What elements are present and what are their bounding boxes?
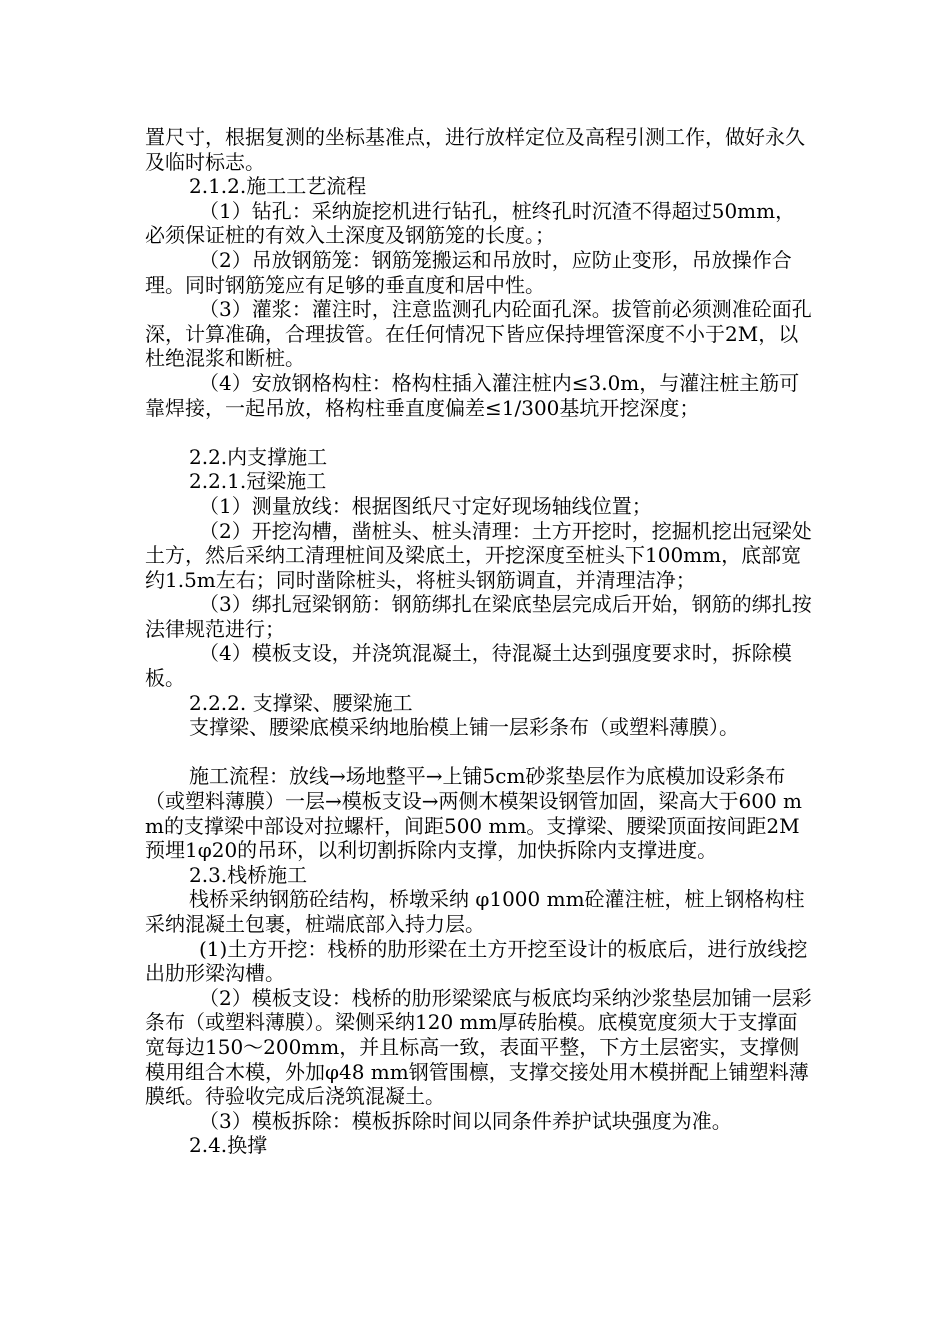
heading-2-2: 2.2.内支撑施工 <box>189 444 328 469</box>
paragraph-lattice-column: （4）安放钢格构柱：格构柱插入灌注桩内≤3.0m，与灌注桩主筋可靠焊接，一起吊放，格构柱垂直度偏差≤1/300基坑开挖深度； <box>145 370 800 420</box>
paragraph-cage-hoisting: （2）吊放钢筋笼：钢筋笼搬运和吊放时，应防止变形，吊放操作合理。同时钢筋笼应有足够的垂直度和居中性。 <box>145 247 792 297</box>
heading-2-3: 2.3.栈桥施工 <box>189 862 308 887</box>
paragraph-excavation: (1)土方开挖：栈桥的肋形梁在土方开挖至设计的板底后，进行放线挖出肋形梁沟槽。 <box>145 936 808 986</box>
paragraph-trestle-structure: 栈桥采纳钢筋砼结构，桥墩采纳 φ1000 mm砼灌注桩，桩上钢格构柱采纳混凝土包裹，桩端底部入持力层。 <box>145 887 805 936</box>
paragraph-formwork-pour: （4）模板支设，并浇筑混凝土，待混凝土达到强度要求时，拆除模板。 <box>145 641 792 691</box>
paragraph-grouting: （3）灌浆：灌注时，注意监测孔内砼面孔深。拔管前必须测准砼面孔深，计算准确，合理拔管。在任何情况下皆应保持埋管深度不小于2M，以杜绝混浆和断桩。 <box>145 297 812 371</box>
heading-2-2-1: 2.2.1.冠梁施工 <box>189 469 327 494</box>
heading-2-4: 2.4.换撑 <box>189 1133 268 1158</box>
heading-2-1-2: 2.1.2.施工工艺流程 <box>189 174 367 199</box>
heading-2-2-2: 2.2.2. 支撑梁、腰梁施工 <box>189 690 413 715</box>
paragraph-rebar-binding: （3）绑扎冠梁钢筋：钢筋绑扎在梁底垫层完成后开始，钢筋的绑扎按法律规范进行； <box>145 592 812 641</box>
paragraph-trench: （2）开挖沟槽，凿桩头、桩头清理：土方开挖时，挖掘机挖出冠梁处土方，然后采纳工清理桩间及梁底土，开挖深度至桩头下100mm，底部宽约1.5m左右；同时凿除桩头，将桩头钢筋调直，并清理洁净； <box>145 518 812 592</box>
paragraph-formwork-support: （2）模板支设：栈桥的肋形梁梁底与板底均采纳沙浆垫层加铺一层彩条布（或塑料薄膜）。梁侧采纳120 mm厚砖胎模。底模宽度须大于支撑面宽每边150～200mm，并且标高一致，表面平整，下方土层密实，支撑侧模用组合木模，外加φ48 mm钢管围檩，支撑交接处用木模拼配上铺塑料薄膜纸。待验收完成后浇筑混凝土。 <box>145 985 812 1109</box>
blank-line <box>145 740 815 765</box>
paragraph-formwork-removal: （3）模板拆除：模板拆除时间以同条件养护试块强度为准。 <box>199 1108 732 1133</box>
paragraph-bottom-form: 支撑梁、腰梁底模采纳地胎模上铺一层彩条布（或塑料薄膜）。 <box>189 715 739 740</box>
paragraph-process-flow: 施工流程：放线→场地整平→上铺5cm砂浆垫层作为底模加设彩条布（或塑料薄膜）一层→模板支设→两侧木模架设钢管加固，梁高大于600 mm的支撑梁中部设对拉螺杆，间距500 mm。支撑梁、腰梁顶面按间距2M预埋1φ20的吊环，以利切割拆除内支撑，加快拆除内支撑进度。 <box>145 764 803 863</box>
paragraph-survey: （1）测量放线：根据图纸尺寸定好现场轴线位置； <box>199 493 652 518</box>
blank-line <box>145 420 815 445</box>
paragraph-continuation: 置尺寸，根据复测的坐标基准点，进行放样定位及高程引测工作，做好永久及临时标志。 <box>145 125 805 174</box>
paragraph-drilling: （1）钻孔：采纳旋挖机进行钻孔，桩终孔时沉渣不得超过50mm，必须保证桩的有效入土深度及钢筋笼的长度。； <box>145 198 796 248</box>
document-body <box>145 125 815 1158</box>
